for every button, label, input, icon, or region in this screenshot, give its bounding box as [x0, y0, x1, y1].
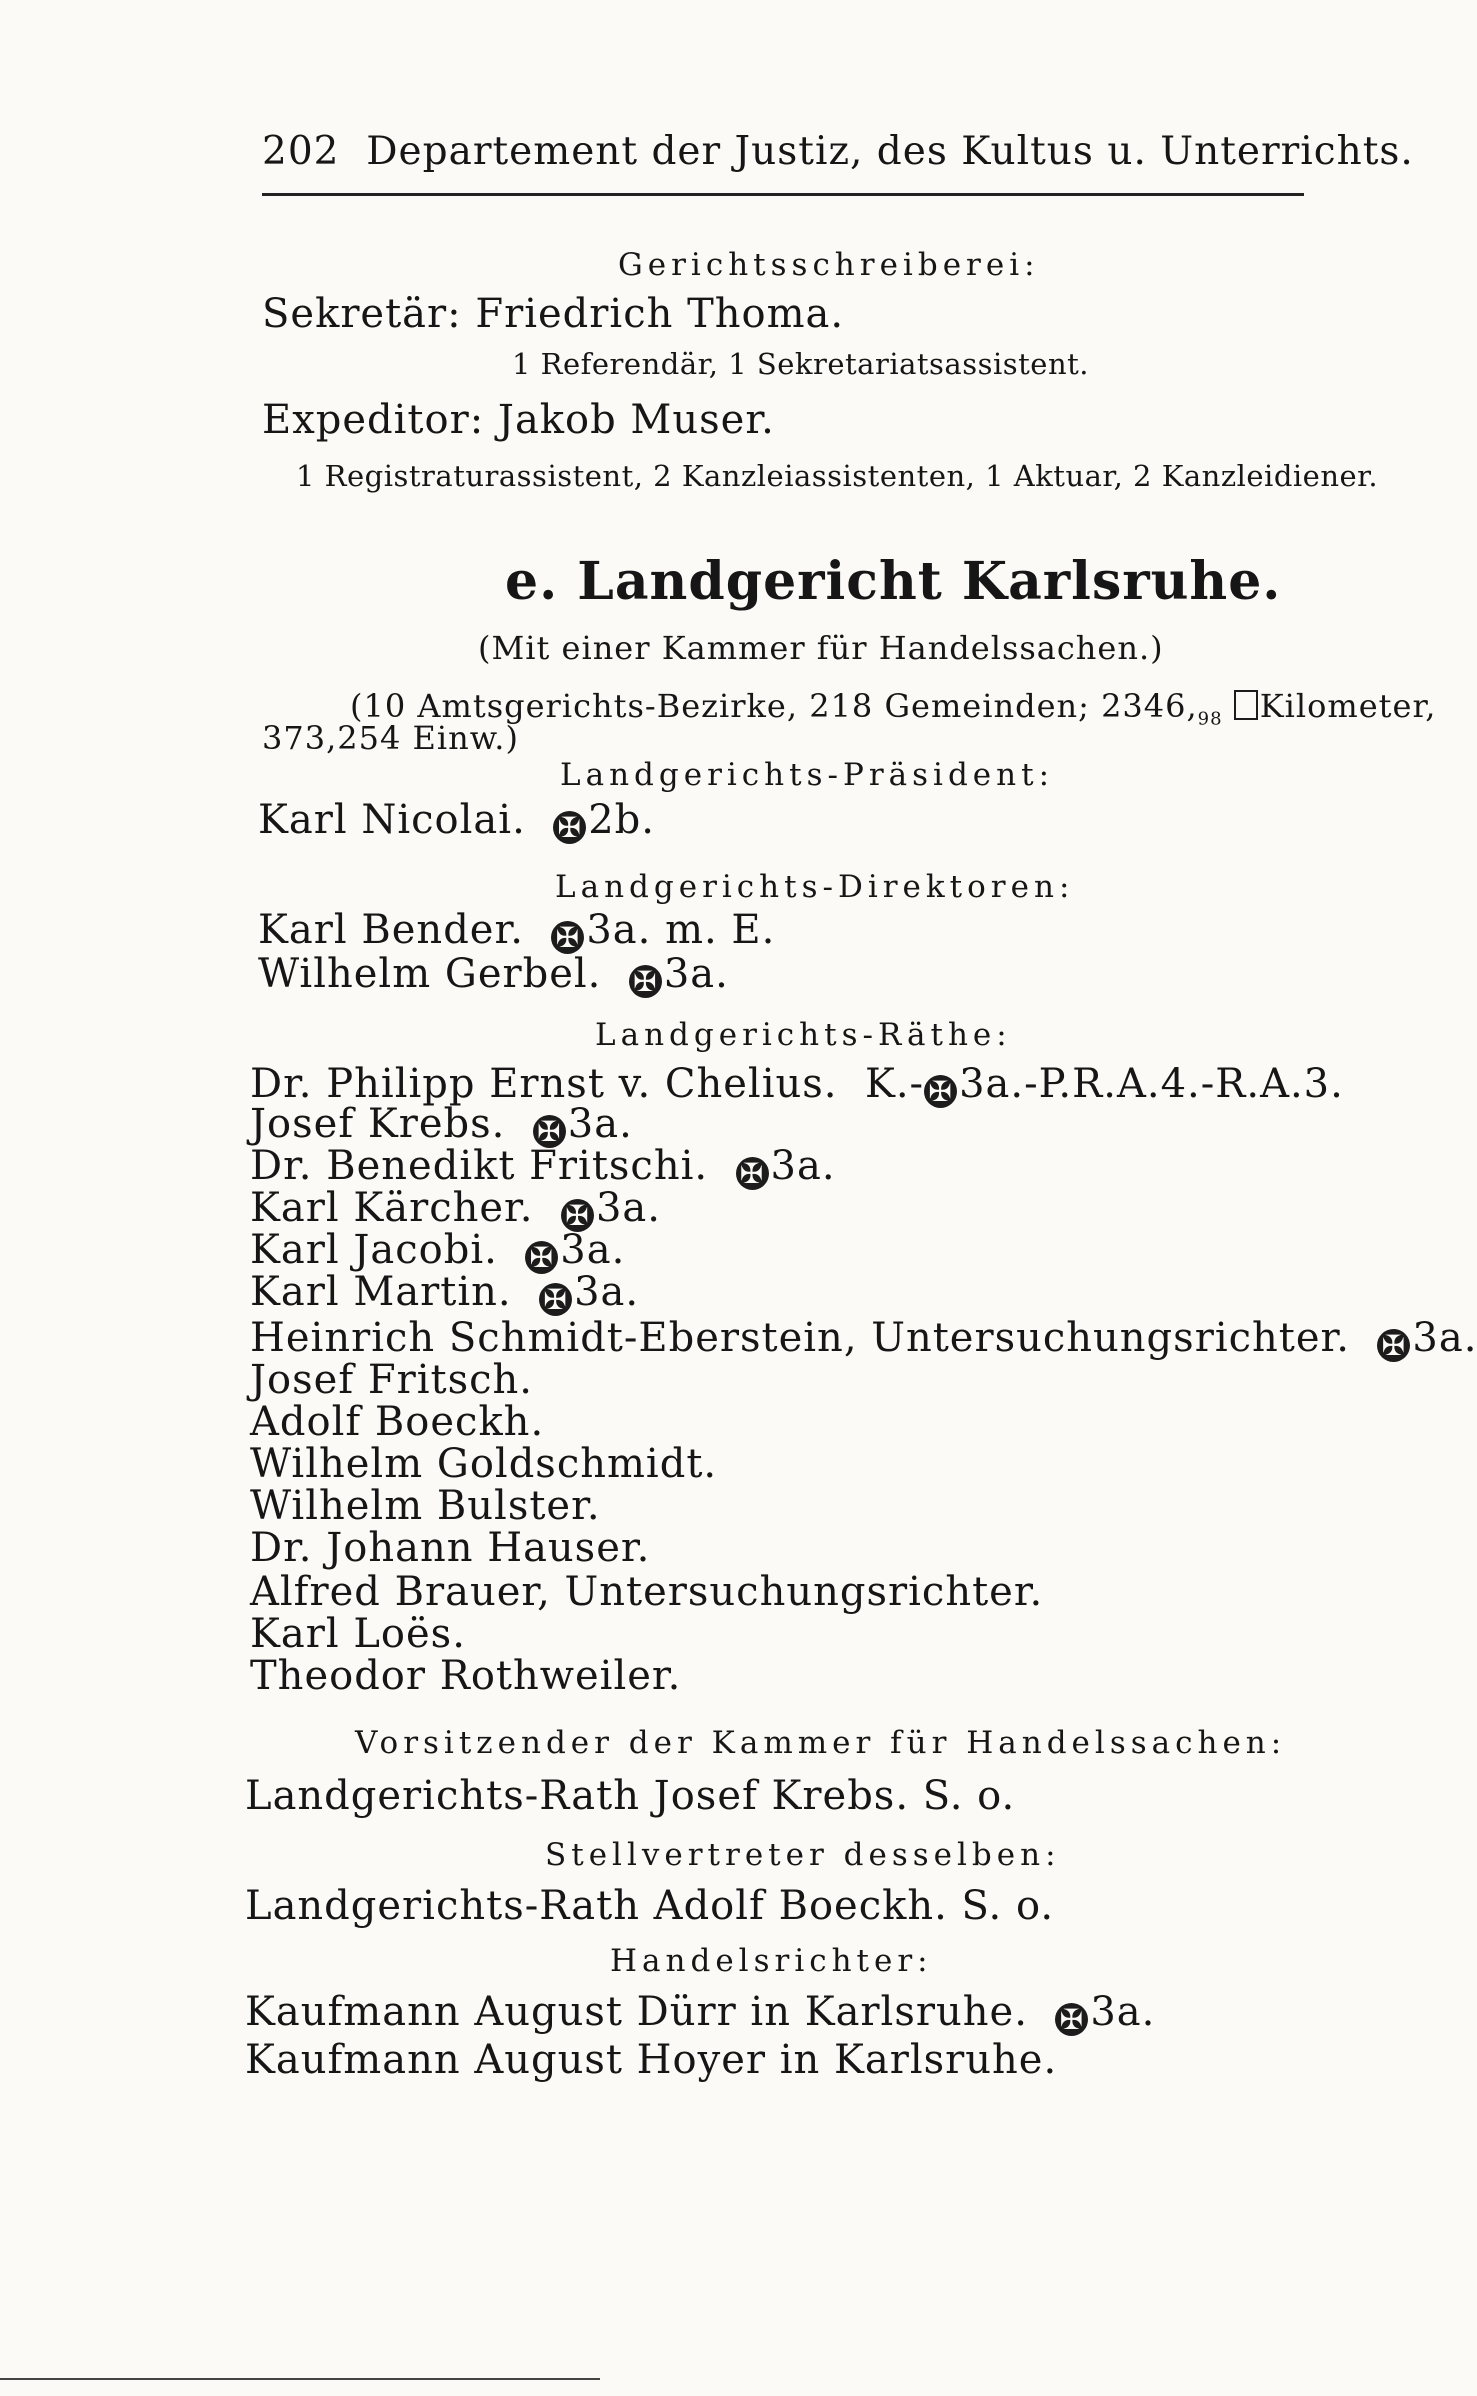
square-icon	[1234, 690, 1258, 720]
deputy-entry: Landgerichts-Rath Adolf Boeckh. S. o.	[245, 1883, 1055, 1929]
order-class: 3a.	[574, 1269, 640, 1315]
header-rule	[262, 193, 1304, 196]
stats-text-a: (10 Amtsgerichts-Bezirke, 218 Gemeinden; 2346,	[350, 687, 1198, 725]
referendar-note: 1 Referendär, 1 Sekretariatsassistent.	[512, 347, 1090, 381]
person-name: Dr. Benedikt Fritschi.	[250, 1143, 709, 1189]
order-cross-icon: ✠	[736, 1157, 769, 1190]
court-stats-line-2: 373,254 Einw.)	[262, 719, 519, 757]
person-name: Karl Jacobi.	[250, 1227, 498, 1273]
page-number: 202	[262, 129, 340, 174]
order-cross-icon: ✠	[551, 921, 584, 954]
page-header	[262, 129, 1414, 174]
section-heading-president: Landgerichts-Präsident:	[560, 757, 1055, 793]
order-cross-icon: ✠	[629, 965, 662, 998]
section-heading-gerichtsschreiberei: Gerichtsschreiberei:	[618, 247, 1040, 283]
councillor-entry	[250, 1227, 626, 1274]
stats-subscript: 98	[1197, 708, 1223, 730]
section-heading-chamber-chair: Vorsitzender der Kammer für Handelssachen:	[355, 1725, 1287, 1761]
commercial-judge-entry: Kaufmann August Hoyer in Karlsruhe.	[245, 2037, 1058, 2083]
sekretar-line: Sekretär: Friedrich Thoma.	[262, 291, 845, 337]
section-heading-deputy: Stellvertreter desselben:	[545, 1837, 1061, 1873]
court-subtitle: (Mit einer Kammer für Handelssachen.)	[478, 629, 1164, 667]
councillor-entry: Wilhelm Goldschmidt.	[250, 1441, 718, 1487]
court-title: e. Landgericht Karlsruhe.	[505, 551, 1282, 612]
order-cross-icon: ✠	[1055, 2003, 1088, 2036]
councillor-entry: Dr. Johann Hauser.	[250, 1525, 651, 1571]
order-cross-icon: ✠	[561, 1199, 594, 1232]
person-name: Dr. Philipp Ernst v. Chelius.	[250, 1061, 838, 1107]
councillor-entry: Alfred Brauer, Untersuchungsrichter.	[250, 1569, 1044, 1615]
stats-text-b: Kilometer,	[1259, 687, 1437, 725]
councillor-entry: Theodor Rothweiler.	[250, 1653, 682, 1699]
person-name: Karl Kärcher.	[250, 1185, 534, 1231]
bottom-rule	[0, 2378, 600, 2380]
order-class: 3a.	[1090, 1989, 1156, 2035]
order-cross-icon: ✠	[539, 1283, 572, 1316]
order-prefix: K.-	[864, 1061, 925, 1107]
order-cross-icon: ✠	[1377, 1329, 1410, 1362]
councillor-entry	[250, 1185, 661, 1232]
order-cross-icon: ✠	[525, 1241, 558, 1274]
order-cross-icon: ✠	[553, 811, 586, 844]
person-name: Kaufmann August Dürr in Karlsruhe.	[245, 1989, 1028, 2035]
councillor-entry	[250, 1315, 1477, 1362]
order-cross-icon: ✠	[924, 1075, 957, 1108]
order-class: 3a.	[770, 1143, 836, 1189]
chamber-chair-entry: Landgerichts-Rath Josef Krebs. S. o.	[245, 1773, 1016, 1819]
order-class: 3a.-P.R.A.4.-R.A.3.	[959, 1061, 1344, 1107]
person-name: Karl Bender.	[258, 907, 524, 953]
order-class: 2b.	[588, 797, 656, 843]
councillor-entry	[250, 1101, 633, 1148]
order-class: 3a.	[1412, 1315, 1477, 1361]
person-name: Josef Krebs.	[250, 1101, 506, 1147]
section-heading-councillors: Landgerichts-Räthe:	[595, 1017, 1012, 1053]
councillor-entry: Josef Fritsch.	[250, 1357, 533, 1403]
person-name: Heinrich Schmidt-Eberstein, Untersuchungsrichter.	[250, 1315, 1350, 1361]
order-class: 3a.	[663, 951, 729, 997]
president-entry	[258, 797, 656, 844]
person-name: Karl Martin.	[250, 1269, 512, 1315]
order-class: 3a.	[595, 1185, 661, 1231]
councillor-entry	[250, 1269, 640, 1316]
councillor-entry: Adolf Boeckh.	[250, 1399, 545, 1445]
expeditor-line: Expeditor: Jakob Muser.	[262, 397, 775, 443]
order-class: 3a.	[567, 1101, 633, 1147]
person-name: Karl Nicolai.	[258, 797, 526, 843]
section-heading-commercial-judges: Handelsrichter:	[610, 1943, 933, 1979]
section-heading-directors: Landgerichts-Direktoren:	[555, 869, 1075, 905]
staff-note: 1 Registraturassistent, 2 Kanzleiassistenten, 1 Aktuar, 2 Kanzleidiener.	[296, 459, 1379, 493]
director-entry	[258, 951, 729, 998]
order-cross-icon: ✠	[533, 1115, 566, 1148]
person-name: Wilhelm Gerbel.	[258, 951, 602, 997]
order-class: 3a. m. E.	[586, 907, 776, 953]
order-class: 3a.	[560, 1227, 626, 1273]
commercial-judge-entry	[245, 1989, 1156, 2036]
director-entry	[258, 907, 776, 954]
councillor-entry	[250, 1143, 836, 1190]
councillor-entry: Wilhelm Bulster.	[250, 1483, 601, 1529]
running-title: Departement der Justiz, des Kultus u. Unterrichts.	[366, 129, 1414, 174]
councillor-entry: Karl Loës.	[250, 1611, 466, 1657]
